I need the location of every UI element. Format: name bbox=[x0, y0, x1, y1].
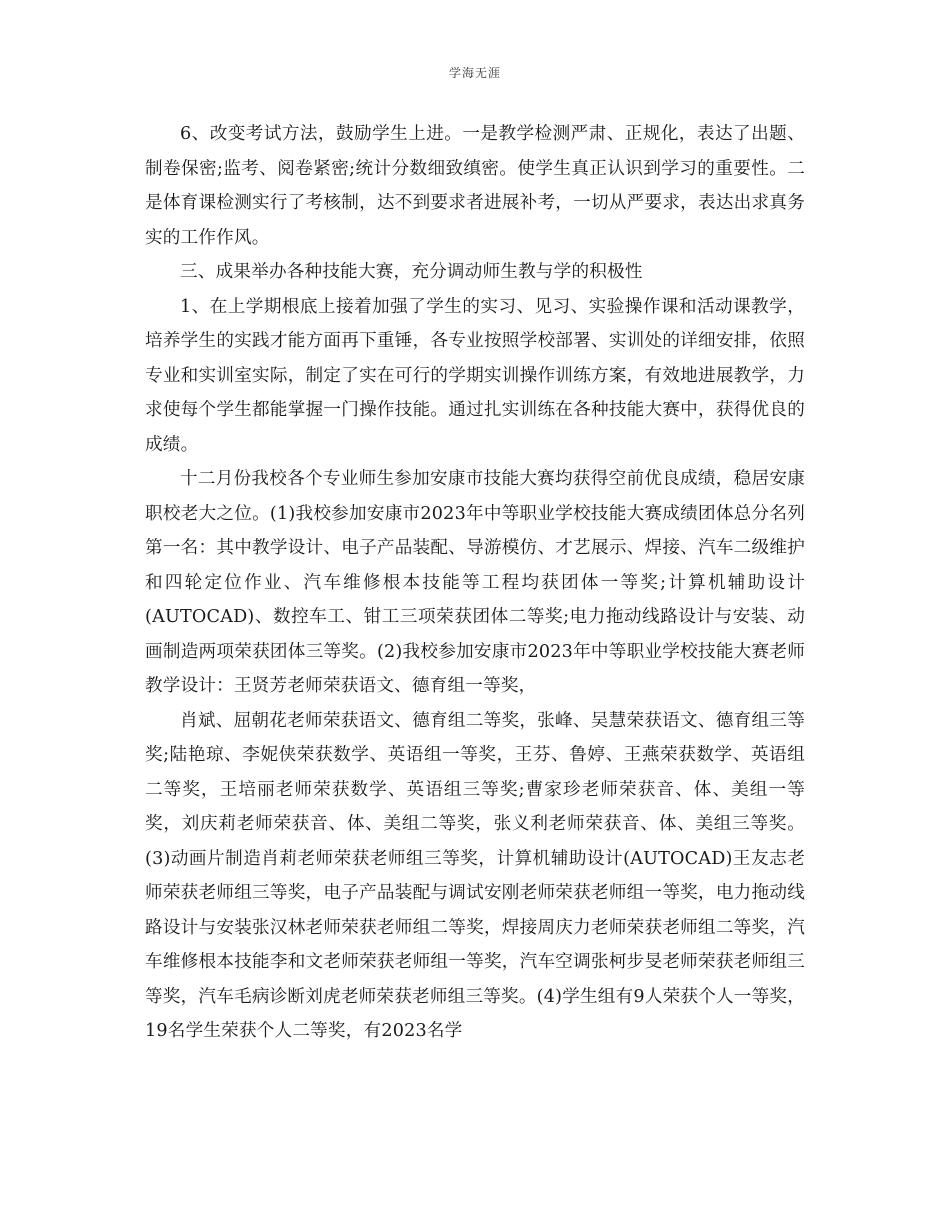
document-body bbox=[145, 117, 805, 1049]
page-header: 学海无涯 bbox=[448, 66, 501, 80]
paragraph-december-contest: 十二月份我校各个专业师生参加安康市技能大赛均获得空前优良成绩，稳居安康职校老大之位。(1)我校参加安康市2023年中等职业学校技能大赛成绩团体总分名列第一名：其中教学设计、电子产品装配、导游模仿、才艺展示、焊接、汽车二级维护和四轮定位作业、汽车维修根本技能等工程均获团体一等奖;计算机辅助设计(AUTOCAD)、数控车工、钳工三项荣获团体二等奖;电力拖动线路设计与安装、动画制造两项荣获团体三等奖。(2)我校参加安康市2023年中等职业学校技能大赛老师教学设计：王贤芳老师荣获语文、德育组一等奖， bbox=[145, 469, 805, 696]
paragraph-practical-training: 1、在上学期根底上接着加强了学生的实习、见习、实验操作课和活动课教学，培养学生的实践才能方面再下重锤，各专业按照学校部署、实训处的详细安排，依照专业和实训室实际，制定了实在可行的学期实训操作训练方案，有效地进展教学，力求使每个学生都能掌握一门操作技能。通过扎实训练在各种技能大赛中，获得优良的成绩。 bbox=[145, 296, 805, 455]
section-heading-skills-contest: 三、成果举办各种技能大赛，充分调动师生教与学的积极性 bbox=[180, 262, 643, 282]
paragraph-teacher-awards: 肖斌、屈朝花老师荣获语文、德育组二等奖，张峰、吴慧荣获语文、德育组三等奖;陆艳琼、李妮侠荣获数学、英语组一等奖，王芬、鲁婷、王燕荣获数学、英语组二等奖，王培丽老师荣获数学、英语组三等奖;曹家珍老师荣获音、体、美组一等奖，刘庆莉老师荣获音、体、美组二等奖，张义利老师荣获音、体、美组三等奖。(3)动画片制造肖莉老师荣获老师组三等奖，计算机辅助设计(AUTOCAD)王友志老师荣获老师组三等奖，电子产品装配与调试安刚老师荣获老师组一等奖，电力拖动线路设计与安装张汉林老师荣获老师组二等奖，焊接周庆力老师荣获老师组二等奖，汽车维修根本技能李和文老师荣获老师组一等奖，汽车空调张柯步旻老师荣获老师组三等奖，汽车毛病诊断刘虎老师荣获老师组三等奖。(4)学生组有9人荣获个人一等奖，19名学生荣获个人二等奖，有2023名学 bbox=[145, 710, 805, 1041]
paragraph-exam-reform: 6、改变考试方法，鼓励学生上进。一是教学检测严肃、正规化，表达了出题、制卷保密;监考、阅卷紧密;统计分数细致缜密。使学生真正认识到学习的重要性。二是体育课检测实行了考核制，达不到要求者进展补考，一切从严要求，表达出求真务实的工作作风。 bbox=[145, 124, 805, 248]
